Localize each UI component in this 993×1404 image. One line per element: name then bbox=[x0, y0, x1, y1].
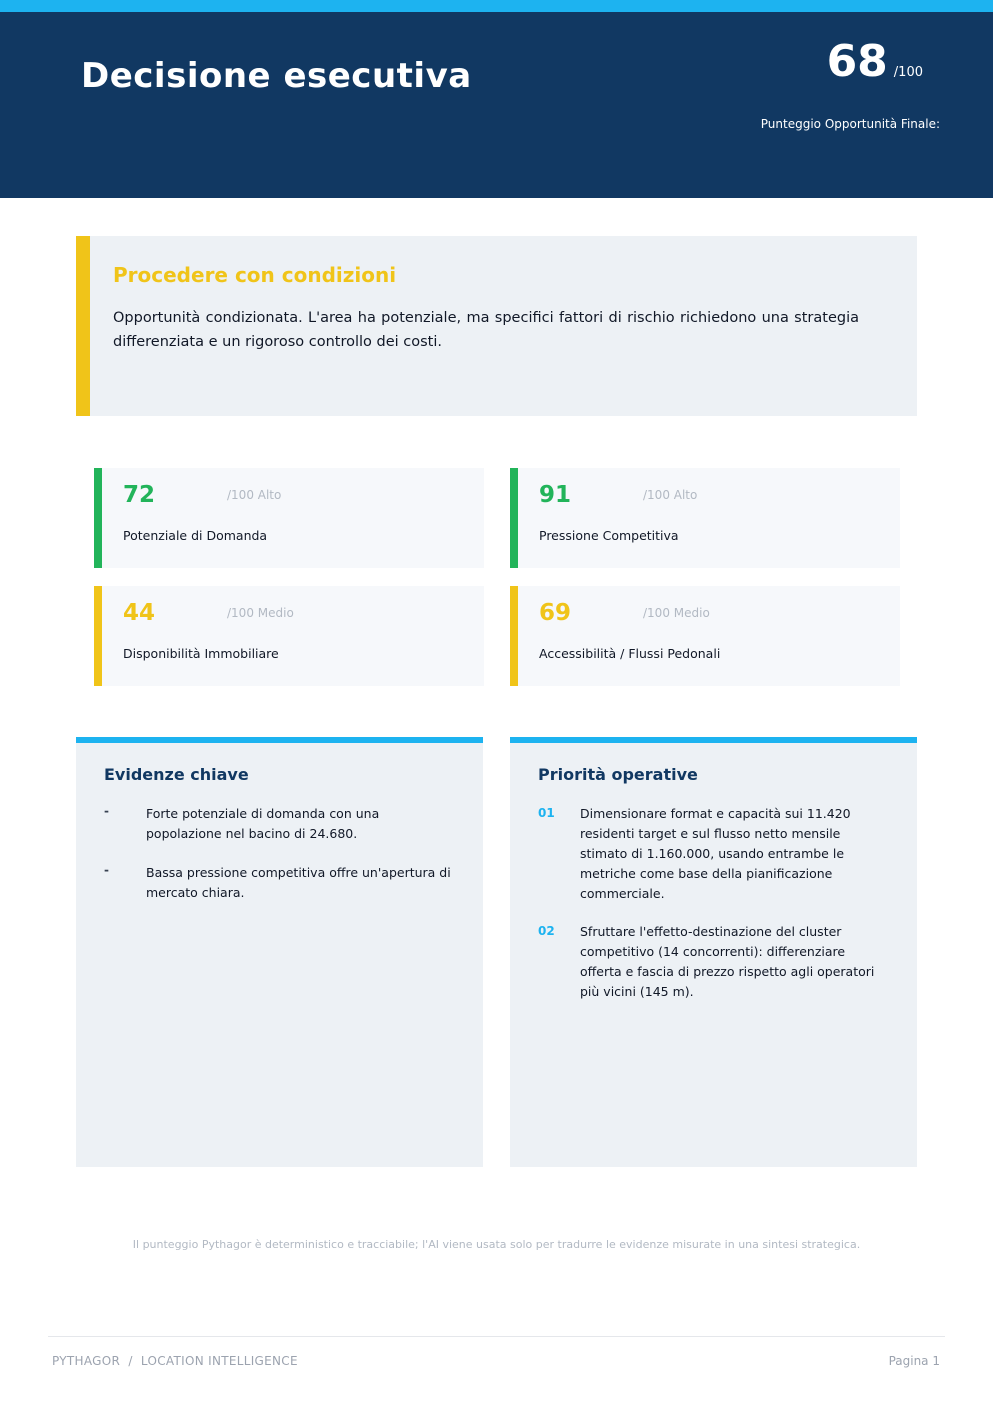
metric-value: 72 bbox=[123, 482, 156, 508]
metric-label: Accessibilità / Flussi Pedonali bbox=[539, 646, 721, 661]
page-number: Pagina 1 bbox=[888, 1354, 940, 1368]
metric-accent-bar bbox=[94, 586, 102, 686]
metric-accent-bar bbox=[510, 468, 518, 568]
final-score bbox=[827, 36, 923, 87]
metric-card-demand bbox=[94, 468, 484, 568]
decision-title: Procedere con condizioni bbox=[113, 263, 397, 287]
final-score-value: 68 bbox=[826, 36, 888, 87]
metric-value: 69 bbox=[539, 600, 572, 626]
metric-scale-level: /100 Alto bbox=[227, 488, 282, 502]
metric-scale-level: /100 Alto bbox=[643, 488, 698, 502]
metric-accent-bar bbox=[94, 468, 102, 568]
priority-number: 02 bbox=[538, 924, 555, 938]
footer-divider bbox=[48, 1336, 945, 1337]
bullet-dash: - bbox=[104, 863, 109, 877]
decision-accent-bar bbox=[76, 236, 90, 416]
key-evidence-panel bbox=[76, 737, 483, 1167]
evidence-text: Bassa pressione competitiva offre un'apertura di mercato chiara. bbox=[146, 865, 451, 900]
metric-card-accessibility bbox=[510, 586, 900, 686]
metric-value: 44 bbox=[123, 600, 156, 626]
metric-scale-level: /100 Medio bbox=[643, 606, 710, 620]
decision-text: Opportunità condizionata. L'area ha potenziale, ma specifici fattori di rischio richiedono una strategia differenziata e un rigoroso controllo dei costi. bbox=[113, 310, 859, 350]
operational-priorities-panel bbox=[510, 737, 917, 1167]
page-header bbox=[0, 12, 993, 198]
footer-brand: PYTHAGOR / LOCATION INTELLIGENCE bbox=[52, 1354, 298, 1368]
final-score-denominator: /100 bbox=[893, 65, 923, 80]
panel-accent-bar bbox=[76, 737, 483, 743]
priority-text: Dimensionare format e capacità sui 11.420 residenti target e sul flusso netto mensile stimato di 1.160.000, usando entrambe le metriche come base della pianificazione commerciale. bbox=[580, 806, 851, 901]
priority-number: 01 bbox=[538, 806, 555, 820]
metric-card-competition bbox=[510, 468, 900, 568]
metric-label: Disponibilità Immobiliare bbox=[123, 646, 279, 661]
page-title: Decisione esecutiva bbox=[81, 56, 472, 96]
metric-label: Potenziale di Domanda bbox=[123, 528, 268, 543]
top-accent-stripe bbox=[0, 0, 993, 12]
priority-text: Sfruttare l'effetto-destinazione del cluster competitivo (14 concorrenti): differenziare offerta e fascia di prezzo rispetto agli operatori più vicini (145 m). bbox=[580, 924, 875, 999]
panel-accent-bar bbox=[510, 737, 917, 743]
evidence-text: Forte potenziale di domanda con una popolazione nel bacino di 24.680. bbox=[146, 806, 380, 841]
metric-value: 91 bbox=[539, 482, 572, 508]
methodology-footnote: Il punteggio Pythagor è deterministico e tracciabile; l'AI viene usata solo per tradurre le evidenze misurate in una sintesi strategica. bbox=[132, 1238, 861, 1251]
metric-label: Pressione Competitiva bbox=[539, 528, 679, 543]
final-score-label: Punteggio Opportunità Finale: bbox=[760, 117, 940, 131]
panel-title: Evidenze chiave bbox=[104, 765, 249, 784]
metric-scale-level: /100 Medio bbox=[227, 606, 294, 620]
metric-accent-bar bbox=[510, 586, 518, 686]
panel-title: Priorità operative bbox=[538, 765, 698, 784]
metric-card-real-estate bbox=[94, 586, 484, 686]
decision-callout bbox=[76, 236, 917, 416]
bullet-dash: - bbox=[104, 804, 109, 818]
